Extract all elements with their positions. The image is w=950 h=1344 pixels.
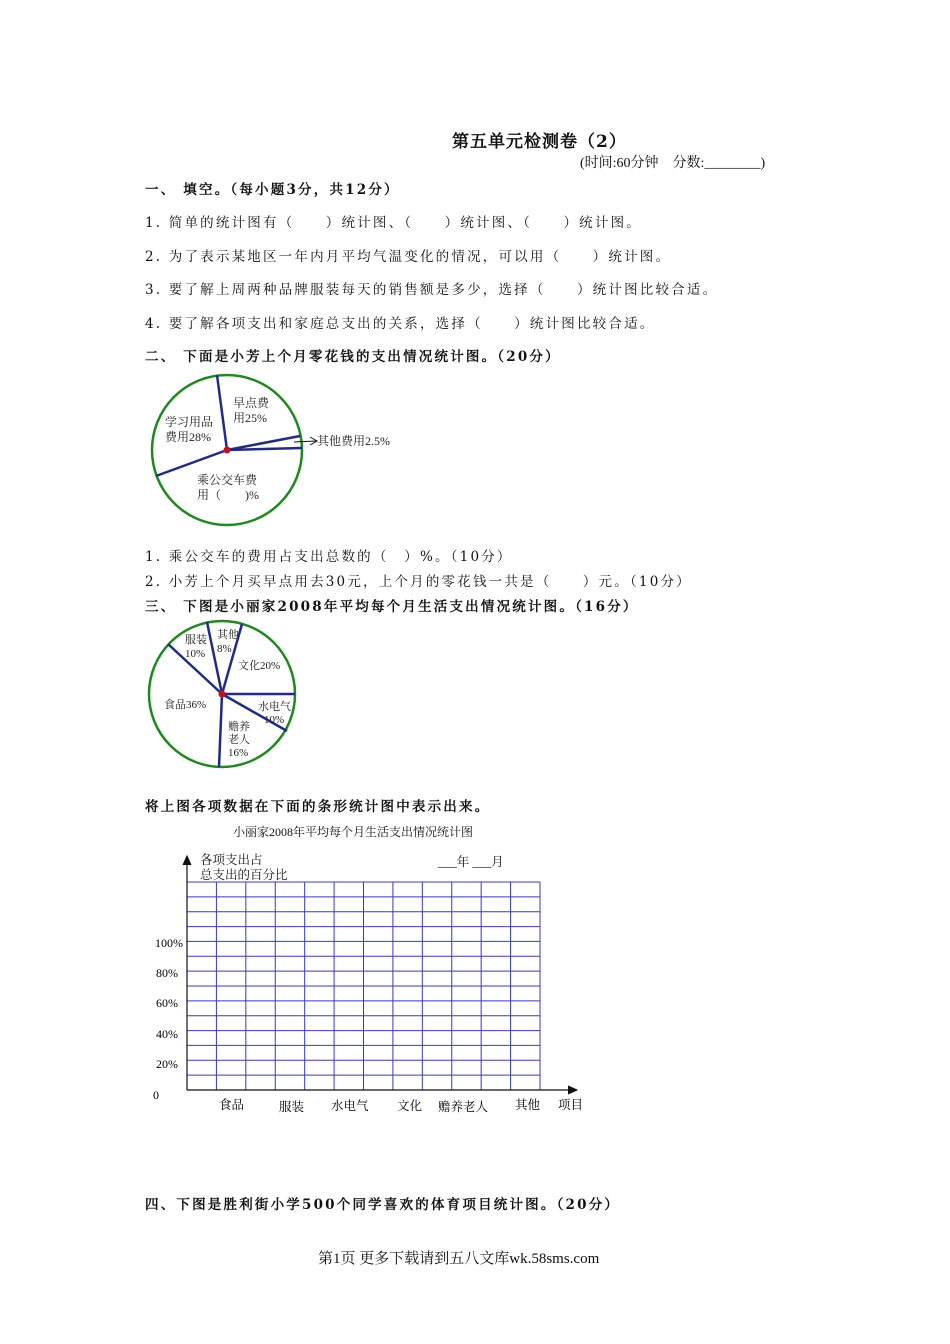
section1-q1: 1. 简单的统计图有（ ）统计图、（ ）统计图、（ ）统计图。 [145, 215, 642, 231]
pie-divider-1 [217, 375, 227, 450]
x-category-culture: 文化 [397, 1099, 423, 1113]
x-category-food: 食品 [219, 1098, 245, 1112]
section1-q3: 3. 要了解上周两种品牌服装每天的销售额是多少，选择（ ）统计图比较合适。 [145, 282, 719, 298]
year-blank: ___ [438, 855, 457, 869]
label-elderly-line3: 16% [228, 747, 249, 759]
pie-divider-5 [219, 694, 222, 767]
x-category-utilities: 水电气 [331, 1099, 369, 1113]
section1-q4: 4. 要了解各项支出和家庭总支出的关系，选择（ ）统计图比较合适。 [145, 316, 656, 332]
x-axis-label: 项目 [558, 1098, 584, 1112]
pie-chart-pocket-money [140, 365, 410, 535]
page-subtitle: (时间:60分钟 分数:________) [580, 156, 766, 171]
year-text: 年 [456, 855, 470, 869]
section3-instruction: 将上图各项数据在下面的条形统计图中表示出来。 [145, 799, 491, 815]
empty-bar-chart-grid [150, 850, 590, 1120]
label-elderly-line1: 赡养 [228, 721, 250, 733]
y-axis-arrow-icon [183, 856, 191, 865]
pie-center [224, 447, 231, 454]
label-culture: 文化20% [238, 660, 281, 672]
label-bus-line1: 乘公交车费 [197, 473, 258, 487]
label-clothing-line1: 服装 [185, 634, 207, 646]
pie-center [219, 691, 226, 698]
month-blank: ___ [472, 855, 492, 869]
x-category-elderly: 赡养老人 [438, 1100, 489, 1114]
section1-heading: 一、 填空。（每小题3分，共12分） [145, 182, 400, 198]
y-tick-60: 60% [156, 996, 178, 1010]
section4-heading: 四、下图是胜利街小学500个同学喜欢的体育项目统计图。（20分） [145, 1197, 621, 1213]
page-footer: 第1页 更多下载请到五八文库wk.58sms.com [318, 1251, 600, 1267]
section3-heading: 三、 下图是小丽家2008年平均每个月生活支出情况统计图。（16分） [145, 599, 639, 615]
y-tick-80: 80% [156, 966, 178, 980]
section2-heading: 二、 下面是小芳上个月零花钱的支出情况统计图。（20分） [145, 349, 561, 365]
section1-q2: 2. 为了表示某地区一年内月平均气温变化的情况，可以用（ ）统计图。 [145, 249, 672, 265]
y-axis-label-line2: 总支出的百分比 [200, 868, 288, 882]
y-tick-40: 40% [156, 1027, 178, 1041]
label-bus-line2: 用（ )% [197, 488, 259, 502]
y-axis-label-line1: 各项支出占 [200, 853, 263, 867]
page-title: 第五单元检测卷（2） [452, 132, 627, 152]
section2-q2: 2. 小芳上个月买早点用去30元，上个月的零花钱一共是（ ）元。（10分） [145, 574, 692, 590]
label-breakfast-line2: 用25% [233, 411, 267, 425]
label-other-line2: 8% [217, 643, 232, 655]
label-elderly-line2: 老人 [228, 734, 250, 746]
label-other-fee: 其他费用2.5% [317, 434, 390, 448]
pie-chart-family-expense [140, 612, 310, 777]
grid [187, 882, 540, 1090]
pointer-line [294, 441, 316, 442]
y-tick-100: 100% [155, 936, 183, 950]
section2-q1: 1. 乘公交车的费用占支出总数的（ ）%。（10分） [145, 549, 513, 565]
label-clothing-line2: 10% [185, 648, 206, 660]
bar-chart-title: 小丽家2008年平均每个月生活支出情况统计图 [233, 825, 474, 839]
label-utilities-line2: 10% [264, 714, 285, 726]
label-food: 食品36% [164, 699, 207, 711]
label-study-line2: 费用28% [165, 430, 211, 444]
x-category-other: 其他 [515, 1098, 541, 1112]
label-breakfast-line1: 早点费 [233, 396, 270, 410]
x-category-clothing: 服装 [279, 1100, 305, 1114]
label-study-line1: 学习用品 [165, 415, 214, 429]
label-utilities-line1: 水电气 [258, 701, 291, 713]
month-text: 月 [491, 855, 504, 869]
y-tick-0: 0 [153, 1088, 159, 1102]
y-tick-20: 20% [156, 1057, 178, 1071]
label-other-line1: 其他 [217, 629, 239, 641]
x-axis-arrow-icon [568, 1086, 577, 1094]
